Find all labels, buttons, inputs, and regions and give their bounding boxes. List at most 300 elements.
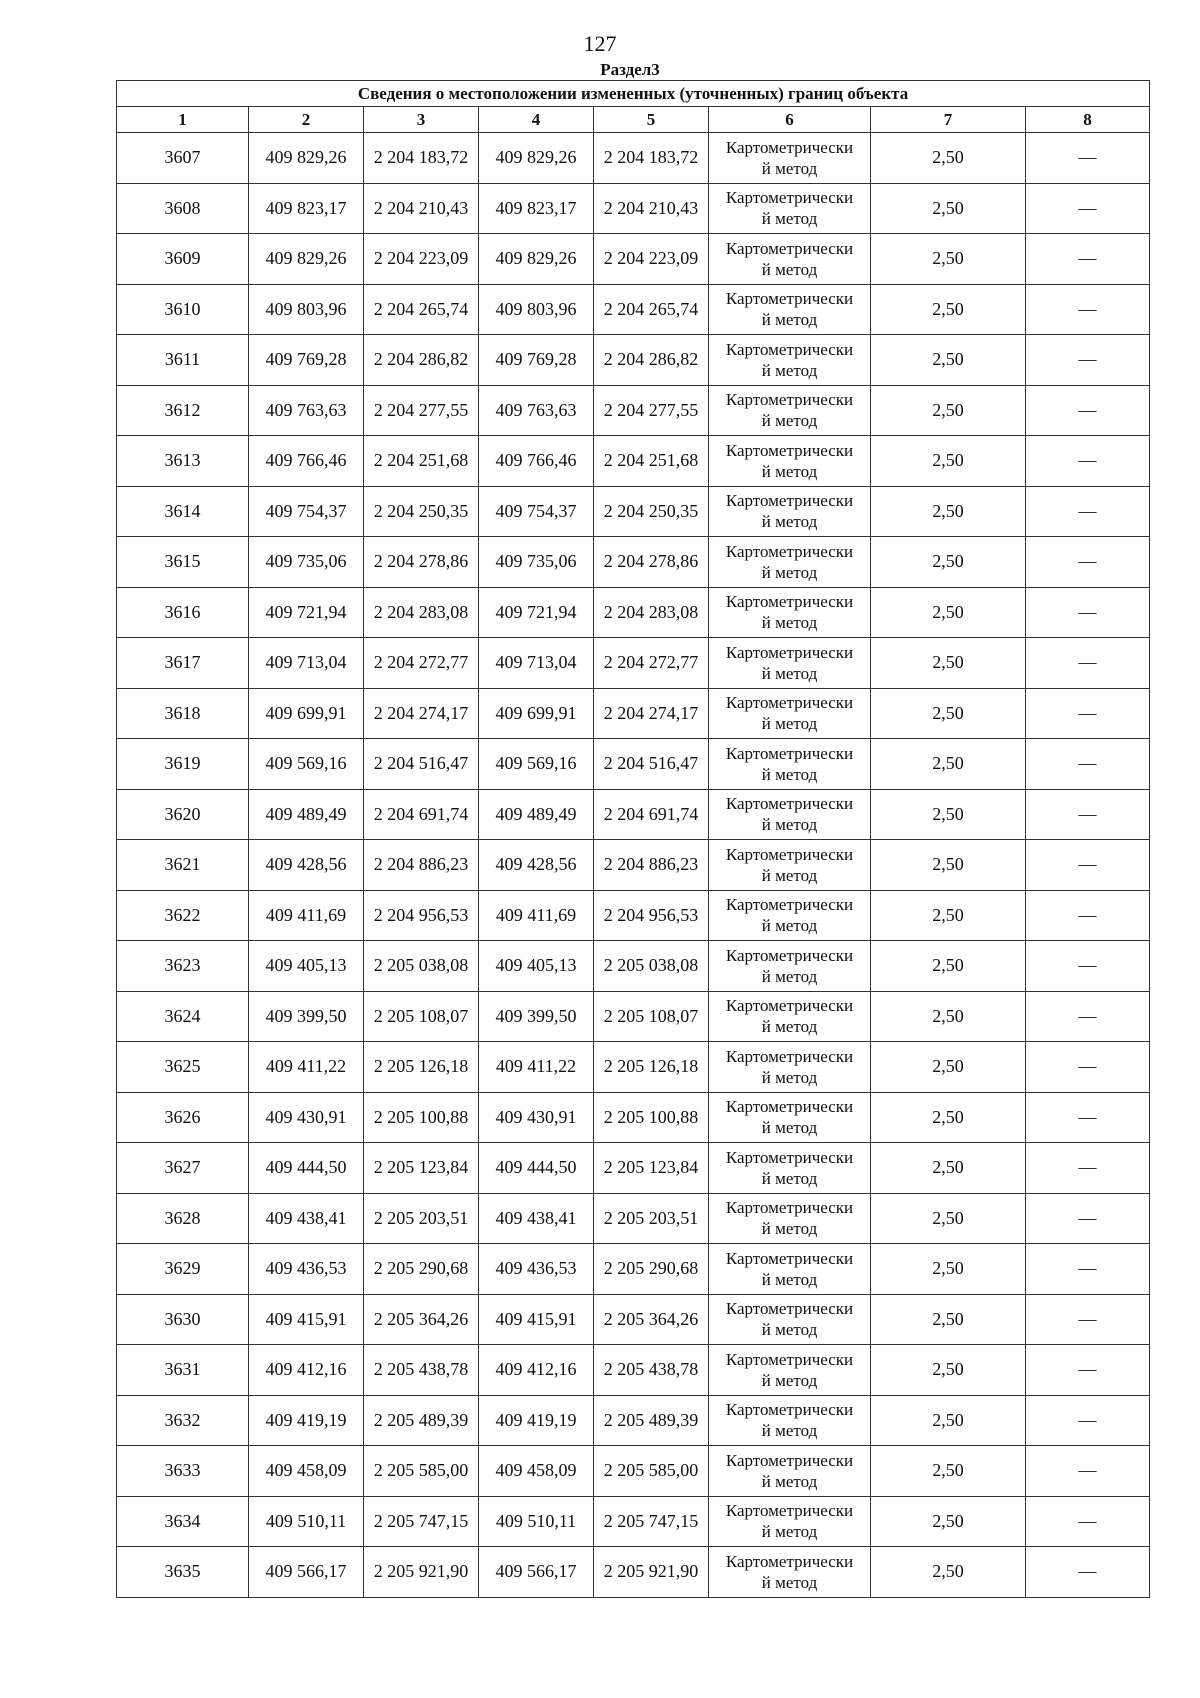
method-text-line2: й метод (761, 562, 818, 582)
accuracy-cell: 2,50 (871, 840, 1026, 891)
description-cell: — (1026, 335, 1150, 386)
table-row (117, 1395, 1150, 1446)
method-cell (709, 133, 871, 184)
method-text-line1: Картометрически (725, 945, 854, 965)
table-row (117, 1042, 1150, 1093)
y-existing-cell: 2 205 921,90 (364, 1547, 479, 1598)
point-number-cell: 3633 (117, 1446, 249, 1497)
y-existing-cell: 2 205 108,07 (364, 991, 479, 1042)
method-text-line2: й метод (761, 1421, 818, 1441)
y-new-cell: 2 205 038,08 (594, 941, 709, 992)
y-new-cell: 2 205 290,68 (594, 1244, 709, 1295)
column-number: 7 (871, 107, 1026, 133)
column-number: 4 (479, 107, 594, 133)
accuracy-cell: 2,50 (871, 335, 1026, 386)
y-new-cell: 2 204 956,53 (594, 890, 709, 941)
y-existing-cell: 2 204 223,09 (364, 234, 479, 285)
y-existing-cell: 2 204 277,55 (364, 385, 479, 436)
method-text-line1: Картометрически (725, 996, 854, 1016)
method-text-line2: й метод (761, 1522, 818, 1542)
column-number: 8 (1026, 107, 1150, 133)
method-text-line1: Картометрически (725, 339, 854, 359)
x-new-cell: 409 769,28 (479, 335, 594, 386)
y-existing-cell: 2 204 250,35 (364, 486, 479, 537)
method-cell (709, 385, 871, 436)
description-cell: — (1026, 1143, 1150, 1194)
x-new-cell: 409 412,16 (479, 1345, 594, 1396)
y-new-cell: 2 205 364,26 (594, 1294, 709, 1345)
y-new-cell: 2 205 438,78 (594, 1345, 709, 1396)
x-existing-cell: 409 735,06 (249, 537, 364, 588)
y-existing-cell: 2 205 203,51 (364, 1193, 479, 1244)
accuracy-cell: 2,50 (871, 1345, 1026, 1396)
method-text-line2: й метод (761, 1370, 818, 1390)
x-new-cell: 409 803,96 (479, 284, 594, 335)
table-row (117, 1294, 1150, 1345)
y-new-cell: 2 205 100,88 (594, 1092, 709, 1143)
method-text-line2: й метод (761, 1017, 818, 1037)
method-text-line1: Картометрически (725, 1299, 854, 1319)
accuracy-cell: 2,50 (871, 587, 1026, 638)
table-row (117, 587, 1150, 638)
table-row (117, 486, 1150, 537)
table-row (117, 1143, 1150, 1194)
point-number-cell: 3625 (117, 1042, 249, 1093)
y-existing-cell: 2 204 274,17 (364, 688, 479, 739)
description-cell: — (1026, 183, 1150, 234)
method-text-line2: й метод (761, 1269, 818, 1289)
y-existing-cell: 2 205 123,84 (364, 1143, 479, 1194)
accuracy-cell: 2,50 (871, 1193, 1026, 1244)
x-new-cell: 409 721,94 (479, 587, 594, 638)
y-existing-cell: 2 205 126,18 (364, 1042, 479, 1093)
method-cell (709, 486, 871, 537)
point-number-cell: 3615 (117, 537, 249, 588)
x-existing-cell: 409 829,26 (249, 234, 364, 285)
x-existing-cell: 409 411,22 (249, 1042, 364, 1093)
accuracy-cell: 2,50 (871, 537, 1026, 588)
table-row (117, 1092, 1150, 1143)
method-text-line1: Картометрически (725, 491, 854, 511)
method-cell (709, 1092, 871, 1143)
x-new-cell: 409 419,19 (479, 1395, 594, 1446)
description-cell: — (1026, 991, 1150, 1042)
method-text-line1: Картометрически (725, 1097, 854, 1117)
point-number-cell: 3619 (117, 739, 249, 790)
point-number-cell: 3612 (117, 385, 249, 436)
page-number: 127 (583, 31, 617, 56)
description-cell: — (1026, 890, 1150, 941)
y-new-cell: 2 204 251,68 (594, 436, 709, 487)
method-text-line1: Картометрически (725, 794, 854, 814)
method-text-line2: й метод (761, 512, 818, 532)
y-new-cell: 2 204 265,74 (594, 284, 709, 335)
table-row (117, 840, 1150, 891)
table-row (117, 234, 1150, 285)
description-cell: — (1026, 436, 1150, 487)
y-new-cell: 2 204 283,08 (594, 587, 709, 638)
y-new-cell: 2 204 691,74 (594, 789, 709, 840)
x-existing-cell: 409 713,04 (249, 638, 364, 689)
point-number-cell: 3620 (117, 789, 249, 840)
table-body (117, 133, 1150, 1598)
x-existing-cell: 409 444,50 (249, 1143, 364, 1194)
y-new-cell: 2 204 250,35 (594, 486, 709, 537)
description-cell: — (1026, 1092, 1150, 1143)
accuracy-cell: 2,50 (871, 941, 1026, 992)
table-row (117, 133, 1150, 184)
table-row (117, 739, 1150, 790)
method-text-line1: Картометрически (725, 238, 854, 258)
x-new-cell: 409 829,26 (479, 234, 594, 285)
accuracy-cell: 2,50 (871, 133, 1026, 184)
method-text-line1: Картометрически (725, 895, 854, 915)
x-new-cell: 409 430,91 (479, 1092, 594, 1143)
method-text-line2: й метод (761, 1168, 818, 1188)
description-cell: — (1026, 284, 1150, 335)
x-existing-cell: 409 566,17 (249, 1547, 364, 1598)
point-number-cell: 3634 (117, 1496, 249, 1547)
x-new-cell: 409 735,06 (479, 537, 594, 588)
accuracy-cell: 2,50 (871, 1244, 1026, 1295)
description-cell: — (1026, 638, 1150, 689)
y-new-cell: 2 204 272,77 (594, 638, 709, 689)
x-existing-cell: 409 763,63 (249, 385, 364, 436)
method-cell (709, 890, 871, 941)
method-cell (709, 335, 871, 386)
method-text-line2: й метод (761, 764, 818, 784)
description-cell: — (1026, 537, 1150, 588)
x-new-cell: 409 713,04 (479, 638, 594, 689)
accuracy-cell: 2,50 (871, 234, 1026, 285)
table-row (117, 335, 1150, 386)
method-text-line2: й метод (761, 1067, 818, 1087)
accuracy-cell: 2,50 (871, 1446, 1026, 1497)
description-cell: — (1026, 688, 1150, 739)
y-existing-cell: 2 204 210,43 (364, 183, 479, 234)
x-existing-cell: 409 419,19 (249, 1395, 364, 1446)
point-number-cell: 3617 (117, 638, 249, 689)
accuracy-cell: 2,50 (871, 1496, 1026, 1547)
method-text-line2: й метод (761, 461, 818, 481)
x-new-cell: 409 766,46 (479, 436, 594, 487)
method-text-line2: й метод (761, 1572, 818, 1592)
method-text-line2: й метод (761, 916, 818, 936)
method-text-line1: Картометрически (725, 188, 854, 208)
column-number: 3 (364, 107, 479, 133)
method-cell (709, 1244, 871, 1295)
method-text-line2: й метод (761, 663, 818, 683)
accuracy-cell: 2,50 (871, 486, 1026, 537)
point-number-cell: 3621 (117, 840, 249, 891)
x-existing-cell: 409 823,17 (249, 183, 364, 234)
table-row (117, 789, 1150, 840)
section-label: Раздел3 (600, 60, 660, 79)
description-cell: — (1026, 1446, 1150, 1497)
method-cell (709, 587, 871, 638)
method-text-line2: й метод (761, 865, 818, 885)
x-existing-cell: 409 829,26 (249, 133, 364, 184)
description-cell: — (1026, 486, 1150, 537)
method-cell (709, 991, 871, 1042)
method-text-line1: Картометрически (725, 1400, 854, 1420)
point-number-cell: 3613 (117, 436, 249, 487)
table-row (117, 991, 1150, 1042)
accuracy-cell: 2,50 (871, 1294, 1026, 1345)
y-existing-cell: 2 204 886,23 (364, 840, 479, 891)
table-row (117, 284, 1150, 335)
description-cell: — (1026, 234, 1150, 285)
y-new-cell: 2 204 886,23 (594, 840, 709, 891)
y-new-cell: 2 204 286,82 (594, 335, 709, 386)
y-new-cell: 2 205 108,07 (594, 991, 709, 1042)
method-cell (709, 183, 871, 234)
point-number-cell: 3614 (117, 486, 249, 537)
x-existing-cell: 409 489,49 (249, 789, 364, 840)
method-text-line1: Картометрически (725, 1046, 854, 1066)
method-text-line1: Картометрически (725, 1147, 854, 1167)
y-new-cell: 2 204 274,17 (594, 688, 709, 739)
y-existing-cell: 2 204 956,53 (364, 890, 479, 941)
y-new-cell: 2 204 516,47 (594, 739, 709, 790)
description-cell: — (1026, 1244, 1150, 1295)
y-new-cell: 2 205 921,90 (594, 1547, 709, 1598)
description-cell: — (1026, 1395, 1150, 1446)
x-existing-cell: 409 769,28 (249, 335, 364, 386)
column-number: 1 (117, 107, 249, 133)
point-number-cell: 3635 (117, 1547, 249, 1598)
method-text-line1: Картометрически (725, 1501, 854, 1521)
x-new-cell: 409 510,11 (479, 1496, 594, 1547)
description-cell: — (1026, 1345, 1150, 1396)
x-existing-cell: 409 399,50 (249, 991, 364, 1042)
table-row (117, 1193, 1150, 1244)
method-text-line2: й метод (761, 815, 818, 835)
method-cell (709, 284, 871, 335)
point-number-cell: 3627 (117, 1143, 249, 1194)
description-cell: — (1026, 1547, 1150, 1598)
accuracy-cell: 2,50 (871, 1395, 1026, 1446)
method-cell (709, 1395, 871, 1446)
y-existing-cell: 2 204 272,77 (364, 638, 479, 689)
table-row (117, 385, 1150, 436)
accuracy-cell: 2,50 (871, 183, 1026, 234)
y-existing-cell: 2 205 585,00 (364, 1446, 479, 1497)
method-text-line2: й метод (761, 966, 818, 986)
y-existing-cell: 2 204 691,74 (364, 789, 479, 840)
point-number-cell: 3610 (117, 284, 249, 335)
y-new-cell: 2 205 203,51 (594, 1193, 709, 1244)
point-number-cell: 3611 (117, 335, 249, 386)
table-row (117, 941, 1150, 992)
point-number-cell: 3623 (117, 941, 249, 992)
method-text-line2: й метод (761, 1320, 818, 1340)
method-cell (709, 1193, 871, 1244)
table-row (117, 1496, 1150, 1547)
method-text-line1: Картометрически (725, 440, 854, 460)
x-existing-cell: 409 412,16 (249, 1345, 364, 1396)
x-existing-cell: 409 428,56 (249, 840, 364, 891)
boundary-coordinates-table (116, 80, 1150, 1598)
x-existing-cell: 409 510,11 (249, 1496, 364, 1547)
method-text-line2: й метод (761, 158, 818, 178)
x-new-cell: 409 829,26 (479, 133, 594, 184)
x-existing-cell: 409 411,69 (249, 890, 364, 941)
x-existing-cell: 409 569,16 (249, 739, 364, 790)
x-new-cell: 409 458,09 (479, 1446, 594, 1497)
method-text-line1: Картометрически (725, 1198, 854, 1218)
x-existing-cell: 409 803,96 (249, 284, 364, 335)
y-existing-cell: 2 204 286,82 (364, 335, 479, 386)
accuracy-cell: 2,50 (871, 436, 1026, 487)
x-new-cell: 409 754,37 (479, 486, 594, 537)
y-existing-cell: 2 205 364,26 (364, 1294, 479, 1345)
point-number-cell: 3609 (117, 234, 249, 285)
table-row (117, 890, 1150, 941)
point-number-cell: 3616 (117, 587, 249, 638)
x-existing-cell: 409 754,37 (249, 486, 364, 537)
description-cell: — (1026, 789, 1150, 840)
y-new-cell: 2 205 585,00 (594, 1446, 709, 1497)
x-existing-cell: 409 415,91 (249, 1294, 364, 1345)
table-row (117, 537, 1150, 588)
y-existing-cell: 2 204 251,68 (364, 436, 479, 487)
y-existing-cell: 2 204 516,47 (364, 739, 479, 790)
method-text-line1: Картометрически (725, 1551, 854, 1571)
method-text-line1: Картометрически (725, 541, 854, 561)
column-number-row (117, 107, 1150, 133)
accuracy-cell: 2,50 (871, 890, 1026, 941)
method-cell (709, 1446, 871, 1497)
y-new-cell: 2 204 277,55 (594, 385, 709, 436)
y-existing-cell: 2 205 489,39 (364, 1395, 479, 1446)
method-text-line1: Картометрически (725, 1349, 854, 1369)
y-existing-cell: 2 205 747,15 (364, 1496, 479, 1547)
method-cell (709, 840, 871, 891)
accuracy-cell: 2,50 (871, 1092, 1026, 1143)
description-cell: — (1026, 941, 1150, 992)
y-existing-cell: 2 205 100,88 (364, 1092, 479, 1143)
y-new-cell: 2 204 223,09 (594, 234, 709, 285)
method-cell (709, 941, 871, 992)
method-cell (709, 1547, 871, 1598)
method-text-line2: й метод (761, 1471, 818, 1491)
accuracy-cell: 2,50 (871, 688, 1026, 739)
point-number-cell: 3624 (117, 991, 249, 1042)
accuracy-cell: 2,50 (871, 789, 1026, 840)
method-text-line1: Картометрически (725, 844, 854, 864)
method-text-line2: й метод (761, 1118, 818, 1138)
method-cell (709, 1042, 871, 1093)
description-cell: — (1026, 587, 1150, 638)
method-cell (709, 1294, 871, 1345)
x-new-cell: 409 436,53 (479, 1244, 594, 1295)
x-new-cell: 409 763,63 (479, 385, 594, 436)
method-cell (709, 1345, 871, 1396)
x-new-cell: 409 569,16 (479, 739, 594, 790)
table-caption-row (117, 81, 1150, 107)
column-number: 2 (249, 107, 364, 133)
accuracy-cell: 2,50 (871, 1143, 1026, 1194)
accuracy-cell: 2,50 (871, 739, 1026, 790)
method-cell (709, 688, 871, 739)
description-cell: — (1026, 1042, 1150, 1093)
point-number-cell: 3608 (117, 183, 249, 234)
x-new-cell: 409 428,56 (479, 840, 594, 891)
method-cell (709, 739, 871, 790)
point-number-cell: 3607 (117, 133, 249, 184)
point-number-cell: 3632 (117, 1395, 249, 1446)
method-text-line2: й метод (761, 259, 818, 279)
column-number: 6 (709, 107, 871, 133)
accuracy-cell: 2,50 (871, 991, 1026, 1042)
x-existing-cell: 409 699,91 (249, 688, 364, 739)
method-text-line2: й метод (761, 209, 818, 229)
accuracy-cell: 2,50 (871, 284, 1026, 335)
method-text-line1: Картометрически (725, 137, 854, 157)
y-existing-cell: 2 205 438,78 (364, 1345, 479, 1396)
method-text-line2: й метод (761, 613, 818, 633)
x-existing-cell: 409 721,94 (249, 587, 364, 638)
y-new-cell: 2 204 210,43 (594, 183, 709, 234)
point-number-cell: 3631 (117, 1345, 249, 1396)
method-text-line2: й метод (761, 310, 818, 330)
x-new-cell: 409 699,91 (479, 688, 594, 739)
y-new-cell: 2 205 123,84 (594, 1143, 709, 1194)
method-text-line2: й метод (761, 411, 818, 431)
table-row (117, 1345, 1150, 1396)
point-number-cell: 3618 (117, 688, 249, 739)
table-row (117, 638, 1150, 689)
x-new-cell: 409 415,91 (479, 1294, 594, 1345)
x-existing-cell: 409 405,13 (249, 941, 364, 992)
x-new-cell: 409 438,41 (479, 1193, 594, 1244)
method-cell (709, 1496, 871, 1547)
x-new-cell: 409 444,50 (479, 1143, 594, 1194)
method-text-line1: Картометрически (725, 289, 854, 309)
description-cell: — (1026, 840, 1150, 891)
point-number-cell: 3626 (117, 1092, 249, 1143)
x-new-cell: 409 566,17 (479, 1547, 594, 1598)
method-text-line1: Картометрически (725, 642, 854, 662)
method-cell (709, 638, 871, 689)
y-existing-cell: 2 204 278,86 (364, 537, 479, 588)
accuracy-cell: 2,50 (871, 638, 1026, 689)
table-caption: Сведения о местоположении измененных (уточненных) границ объекта (117, 81, 1150, 107)
x-existing-cell: 409 436,53 (249, 1244, 364, 1295)
y-new-cell: 2 205 489,39 (594, 1395, 709, 1446)
point-number-cell: 3628 (117, 1193, 249, 1244)
method-text-line2: й метод (761, 714, 818, 734)
x-existing-cell: 409 438,41 (249, 1193, 364, 1244)
method-text-line1: Картометрически (725, 390, 854, 410)
method-cell (709, 1143, 871, 1194)
table-row (117, 1244, 1150, 1295)
x-new-cell: 409 823,17 (479, 183, 594, 234)
y-existing-cell: 2 205 038,08 (364, 941, 479, 992)
x-new-cell: 409 411,22 (479, 1042, 594, 1093)
method-text-line1: Картометрически (725, 592, 854, 612)
table-row (117, 1547, 1150, 1598)
accuracy-cell: 2,50 (871, 1547, 1026, 1598)
x-existing-cell: 409 430,91 (249, 1092, 364, 1143)
point-number-cell: 3630 (117, 1294, 249, 1345)
description-cell: — (1026, 739, 1150, 790)
method-cell (709, 436, 871, 487)
accuracy-cell: 2,50 (871, 385, 1026, 436)
y-existing-cell: 2 204 183,72 (364, 133, 479, 184)
method-text-line2: й метод (761, 360, 818, 380)
